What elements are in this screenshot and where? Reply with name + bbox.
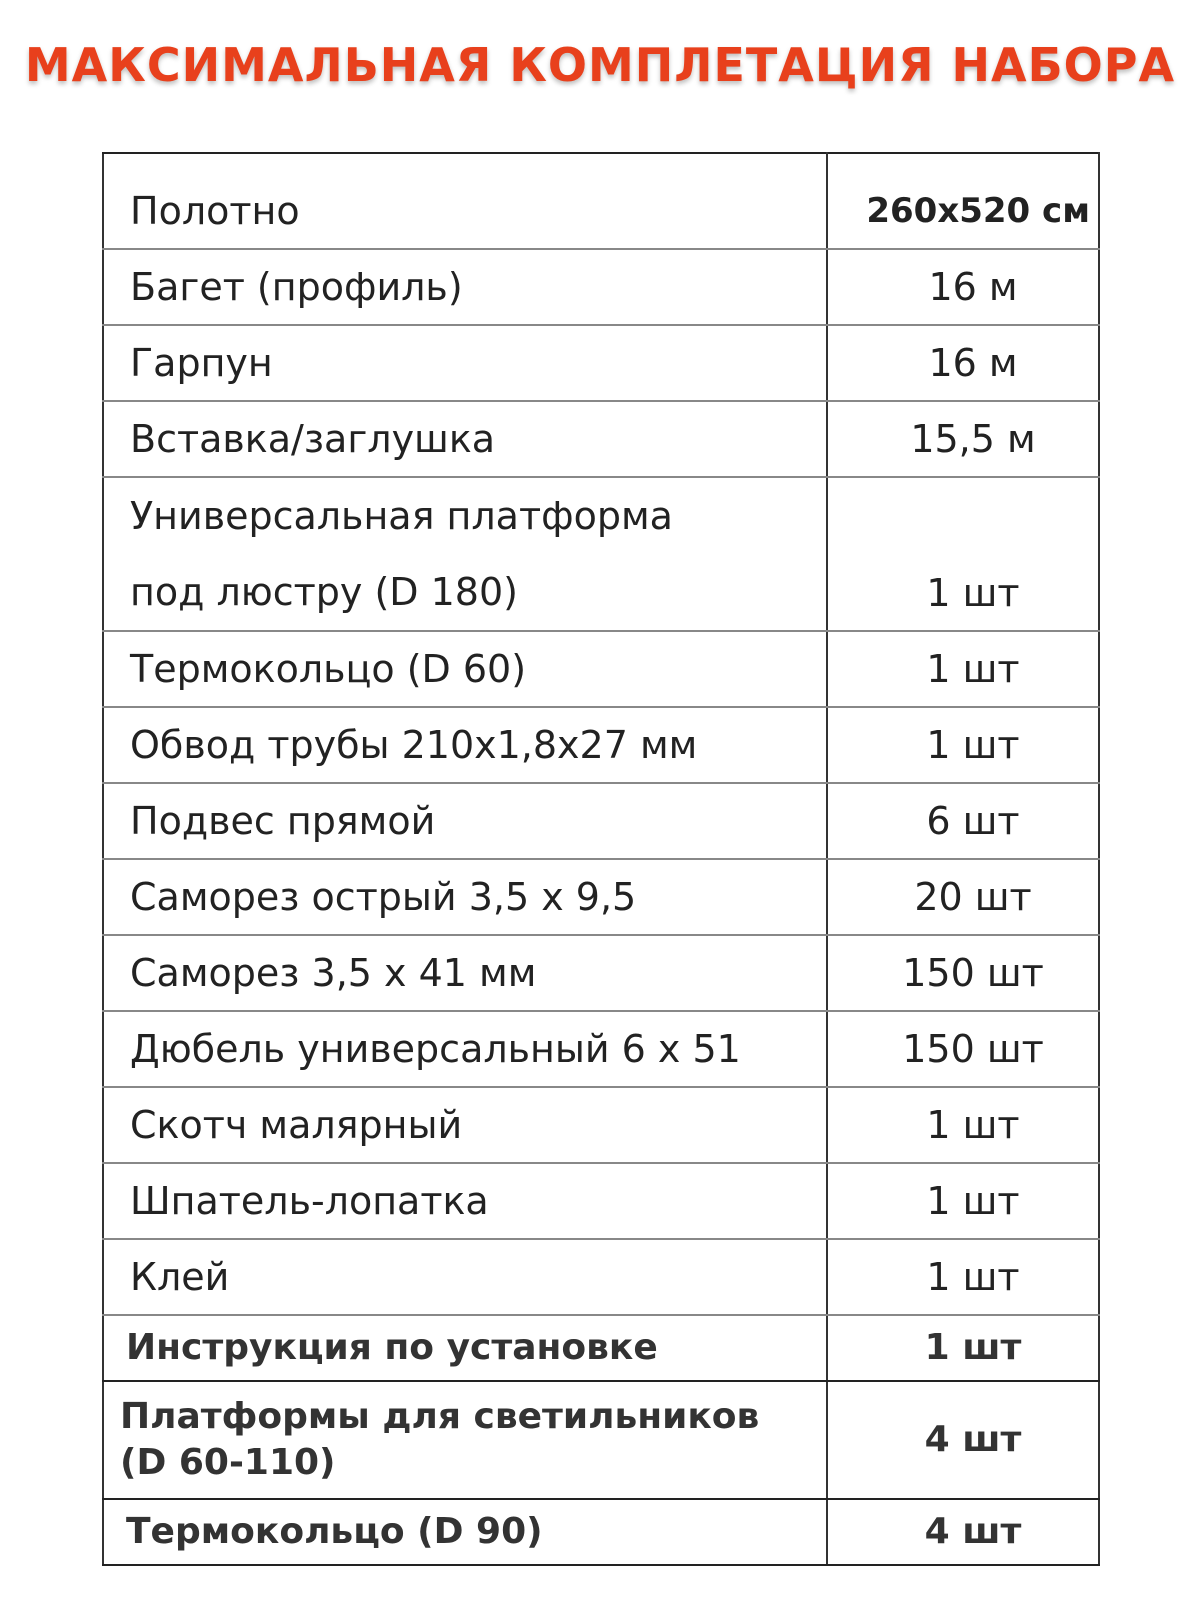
item-quantity: 16 м xyxy=(827,249,1099,325)
item-name: Подвес прямой xyxy=(103,783,827,859)
item-quantity: 1 шт xyxy=(827,1087,1099,1163)
item-quantity: 1 шт xyxy=(827,1315,1099,1381)
item-name: Гарпун xyxy=(103,325,827,401)
table-row xyxy=(103,1499,1099,1565)
kit-contents-table xyxy=(102,152,1100,1566)
item-name-line-2: под люстру (D 180) xyxy=(130,570,518,614)
table-row xyxy=(103,631,1099,707)
table-row xyxy=(103,1011,1099,1087)
item-name xyxy=(103,1381,827,1499)
item-quantity: 15,5 м xyxy=(827,401,1099,477)
item-quantity: 1 шт xyxy=(827,1239,1099,1315)
table-row xyxy=(103,1239,1099,1315)
table-row xyxy=(103,707,1099,783)
item-quantity: 4 шт xyxy=(827,1381,1099,1499)
item-name: Клей xyxy=(103,1239,827,1315)
item-name-line-1: Платформы для светильников xyxy=(120,1396,760,1437)
item-name: Багет (профиль) xyxy=(103,249,827,325)
table-row xyxy=(103,1163,1099,1239)
item-name: Обвод трубы 210х1,8х27 мм xyxy=(103,707,827,783)
table-row xyxy=(103,1315,1099,1381)
table-row xyxy=(103,401,1099,477)
item-name: Вставка/заглушка xyxy=(103,401,827,477)
table-row xyxy=(103,477,1099,631)
item-quantity: 6 шт xyxy=(827,783,1099,859)
item-quantity: 1 шт xyxy=(827,1163,1099,1239)
item-name: Саморез 3,5 х 41 мм xyxy=(103,935,827,1011)
item-name-line-2: (D 60-110) xyxy=(120,1442,336,1483)
item-name: Шпатель-лопатка xyxy=(103,1163,827,1239)
table-row xyxy=(103,249,1099,325)
item-quantity: 20 шт xyxy=(827,859,1099,935)
item-quantity: 16 м xyxy=(827,325,1099,401)
table-row xyxy=(103,153,1099,249)
item-quantity: 4 шт xyxy=(827,1499,1099,1565)
item-quantity: 150 шт xyxy=(827,935,1099,1011)
item-name: Термокольцо (D 90) xyxy=(103,1499,827,1565)
item-name xyxy=(103,477,827,631)
item-name: Инструкция по установке xyxy=(103,1315,827,1381)
item-quantity: 1 шт xyxy=(827,631,1099,707)
table-row xyxy=(103,859,1099,935)
table-row xyxy=(103,1381,1099,1499)
table-row xyxy=(103,1087,1099,1163)
item-name: Саморез острый 3,5 х 9,5 xyxy=(103,859,827,935)
item-name: Скотч малярный xyxy=(103,1087,827,1163)
item-quantity: 150 шт xyxy=(827,1011,1099,1087)
item-quantity: 260x520 см xyxy=(827,153,1099,249)
item-name: Термокольцо (D 60) xyxy=(103,631,827,707)
table-row xyxy=(103,935,1099,1011)
item-name: Полотно xyxy=(103,153,827,249)
page-title: МАКСИМАЛЬНАЯ КОМПЛЕТАЦИЯ НАБОРА xyxy=(24,38,1176,92)
item-quantity: 1 шт xyxy=(827,707,1099,783)
table-row xyxy=(103,325,1099,401)
item-quantity: 1 шт xyxy=(827,477,1099,631)
item-name-line-1: Универсальная платформа xyxy=(130,494,673,538)
table-row xyxy=(103,783,1099,859)
item-name: Дюбель универсальный 6 х 51 xyxy=(103,1011,827,1087)
